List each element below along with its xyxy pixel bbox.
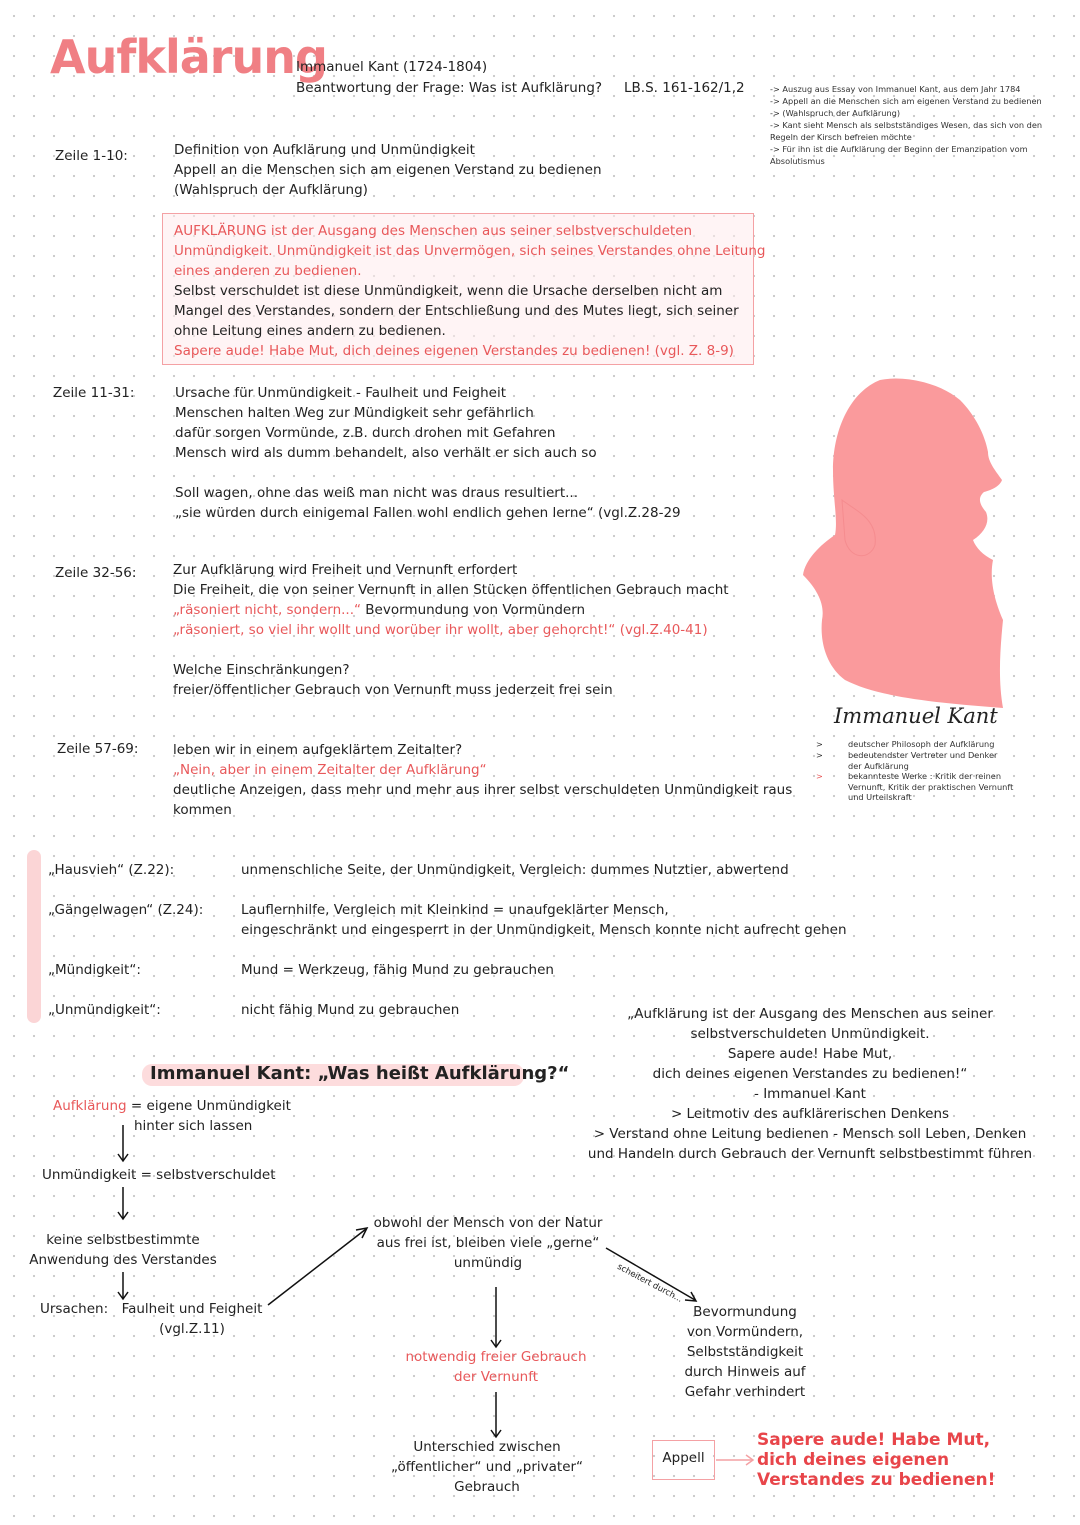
text-line: Welche Einschränkungen?	[173, 662, 350, 678]
note-line: Absolutismus	[770, 156, 825, 166]
flow-text: Bevormundung	[693, 1304, 797, 1320]
text-line: freier/öffentlicher Gebrauch von Vernunft muss jederzeit frei sein	[173, 682, 613, 698]
flow-node-ursachen	[112, 1299, 272, 1339]
flow-text: unmündig	[453, 1255, 523, 1271]
quote-line: „Aufklärung ist der Ausgang des Menschen aus seiner	[627, 1006, 993, 1022]
flow-text: (vgl.Z.11)	[159, 1321, 225, 1337]
kant-silhouette	[803, 379, 1003, 708]
glossary-term: „Unmündigkeit“:	[48, 1002, 161, 1018]
definition-line: Mangel des Verstandes, sondern der Entschließung und des Mutes liegt, sich seiner	[174, 303, 739, 319]
text-line: Menschen halten Weg zur Mündigkeit sehr gefährlich	[175, 405, 534, 421]
source-reference: LB.S. 161-162/1,2	[624, 80, 745, 96]
flow-text: hinter sich lassen	[134, 1118, 253, 1134]
text-line: Mensch wird als dumm behandelt, also verhält er sich auch so	[175, 445, 597, 461]
text-line: Definition von Aufklärung und Unmündigkeit	[174, 142, 475, 158]
flow-text: durch Hinweis auf	[684, 1364, 806, 1380]
flow-text: keine selbstbestimmte	[46, 1232, 200, 1248]
flow-node-keine-selbstbestimmte	[28, 1230, 218, 1270]
note-line: -> Appell an die Menschen sich am eigenen Verstand zu bedienen	[770, 96, 1042, 106]
definition-line: Selbst verschuldet ist diese Unmündigkeit, wenn die Ursache derselben nicht am	[174, 283, 723, 299]
page-title: Aufklärung	[50, 30, 327, 84]
flow-text: Unterschied zwischen	[413, 1439, 561, 1455]
kant-quote-block	[580, 1004, 1040, 1164]
flow-text: Gebrauch	[454, 1479, 520, 1495]
flow-text: Anwendung des Verstandes	[29, 1252, 217, 1268]
fact-text: und Urteilskraft	[848, 792, 912, 802]
sapere-line: Sapere aude! Habe Mut,	[757, 1430, 991, 1450]
text-line: Appell an die Menschen sich am eigenen Verstand zu bedienen	[174, 162, 602, 178]
quote-note: und Handeln durch Gebrauch der Vernunft selbstbestimmt führen	[587, 1146, 1033, 1162]
text-inline: Bevormundung von Vormündern	[361, 602, 586, 618]
section-label-zeile-11-31: Zeile 11-31:	[53, 385, 135, 401]
quote-red-line: „Nein, aber in einem Zeitalter der Aufklärung“	[173, 762, 487, 778]
note-line: -> (Wahlspruch der Aufklärung)	[770, 108, 901, 118]
definition-red-line: AUFKLÄRUNG ist der Ausgang des Menschen aus seiner selbstverschuldeten	[174, 223, 693, 239]
flow-node-natur	[358, 1213, 618, 1273]
portrait-facts	[816, 738, 1013, 803]
text-line: dafür sorgen Vormünde, z.B. durch drohen mit Gefahren	[175, 425, 556, 441]
text-line: Ursache für Unmündigkeit - Faulheit und Feigheit	[175, 385, 507, 401]
note-line: -> Für ihn ist die Aufklärung der Beginn der Emanzipation vom	[770, 144, 1028, 154]
fact-text: deutscher Philosoph der Aufklärung	[848, 739, 995, 749]
fact-text: der Aufklärung	[848, 760, 909, 771]
definition-red-line: eines anderen zu bedienen.	[174, 263, 362, 279]
quote-note: > Verstand ohne Leitung bedienen - Mensch soll Leben, Denken	[593, 1126, 1027, 1142]
glossary-desc: unmenschliche Seite, der Unmündigkeit, Vergleich: dummes Nutztier, abwertend	[241, 862, 789, 878]
quote-red: „räsoniert nicht, sondern...“	[173, 602, 361, 618]
text-line: Die Freiheit, die von seiner Vernunft in allen Stücken öffentlichen Gebrauch macht	[173, 582, 729, 598]
definition-red-line: Unmündigkeit. Unmündigkeit ist das Unvermögen, sich seines Verstandes ohne Leitung	[174, 243, 766, 259]
flow-red-term: Aufklärung	[53, 1098, 127, 1114]
quote-author: - Immanuel Kant	[754, 1086, 866, 1102]
appell-arrow	[716, 1455, 753, 1465]
author-line: Immanuel Kant (1724-1804)	[296, 59, 488, 75]
flow-node-unmuendigkeit: Unmündigkeit = selbstverschuldet	[42, 1167, 276, 1183]
glossary-desc: nicht fähig Mund zu gebrauchen	[241, 1002, 460, 1018]
flow-node-bevormundung	[665, 1302, 825, 1402]
quote-line: selbstverschuldeten Unmündigkeit.	[690, 1026, 930, 1042]
text-line: Soll wagen, ohne das weiß man nicht was draus resultiert...	[175, 485, 578, 501]
quote-line: Sapere aude! Habe Mut,	[727, 1046, 893, 1062]
flow-text: Selbstständigkeit	[686, 1344, 804, 1360]
text-line: (Wahlspruch der Aufklärung)	[174, 182, 368, 198]
text-line: deutliche Anzeigen, dass mehr und mehr aus ihrer selbst verschuldeten Unmündigkeit raus	[173, 782, 793, 798]
flow-label-scheitert: scheitert durch...	[615, 1262, 684, 1305]
appell-label: Appell	[662, 1450, 705, 1466]
note-line: Regeln der Kirsch befreien möchte	[770, 132, 912, 142]
glossary-term: „Hausvieh“ (Z.22):	[48, 862, 175, 878]
quote-red-line: „räsoniert, so viel ihr wollt und worüber ihr wollt, aber gehorcht!“ (vgl.Z.40-41)	[173, 622, 708, 638]
flow-text: „öffentlicher“ und „privater“	[390, 1459, 584, 1475]
portrait-name: Immanuel Kant	[834, 704, 998, 728]
glossary-term: „Mündigkeit“:	[48, 962, 141, 978]
glossary-term: „Gängelwagen“ (Z.24):	[48, 902, 204, 918]
bullet: >	[816, 750, 823, 760]
bullet: >	[816, 771, 823, 781]
quote-line: dich deines eigenen Verstandes zu bedienen!“	[652, 1066, 968, 1082]
bullet: >	[816, 739, 823, 749]
text-line: Zur Aufklärung wird Freiheit und Vernunft erfordert	[173, 562, 518, 578]
quote-note: > Leitmotiv des aufklärerischen Denkens	[670, 1106, 950, 1122]
glossary-marker-bar	[27, 850, 41, 1023]
flow-text: aus frei ist, bleiben viele „gerne“	[376, 1235, 600, 1251]
flow-text: von Vormündern,	[686, 1324, 804, 1340]
section-label-zeile-1-10: Zeile 1-10:	[55, 148, 128, 164]
section-label-zeile-57-69: Zeile 57-69:	[57, 741, 139, 757]
definition-line: ohne Leitung eines andern zu bedienen.	[174, 323, 446, 339]
sapere-line: Verstandes zu bedienen!	[757, 1470, 996, 1490]
fact-text: Vernunft, Kritik der praktischen Vernunft	[848, 781, 1014, 792]
flow-node-aufklaerung	[53, 1096, 291, 1116]
flow-text: der Vernunft	[454, 1369, 538, 1385]
flow-label-ursachen: Ursachen:	[40, 1301, 109, 1317]
glossary-desc: Lauflernhilfe, Vergleich mit Kleinkind = unaufgeklärter Mensch,	[241, 902, 669, 918]
glossary-desc: eingeschränkt und eingesperrt in der Unmündigkeit, Mensch konnte nicht aufrecht gehen	[241, 922, 847, 938]
fact-text: bedeutendster Vertreter und Denker	[848, 750, 998, 760]
text-line: kommen	[173, 802, 232, 818]
flow-text: = eigene Unmündigkeit	[126, 1098, 291, 1114]
note-line: -> Auszug aus Essay von Immanuel Kant, aus dem Jahr 1784	[770, 84, 1021, 94]
fact-text: bekannteste Werke : Kritik der reinen	[848, 771, 1002, 781]
note-line: -> Kant sieht Mensch als selbstständiges Wesen, das sich von den	[770, 120, 1043, 130]
flowchart-heading: Immanuel Kant: „Was heißt Aufklärung?“	[150, 1063, 570, 1084]
flow-node-unterschied	[372, 1437, 602, 1497]
text-line: leben wir in einem aufgeklärtem Zeitalter?	[173, 742, 463, 758]
flow-text: notwendig freier Gebrauch	[405, 1349, 587, 1365]
flow-node-freier-gebrauch	[386, 1347, 606, 1387]
flow-text: Gefahr verhindert	[684, 1384, 806, 1400]
flow-text: obwohl der Mensch von der Natur	[373, 1215, 603, 1231]
flow-text: Faulheit und Feigheit	[121, 1301, 263, 1317]
section-label-zeile-32-56: Zeile 32-56:	[55, 565, 137, 581]
sapere-line: dich deines eigenen	[757, 1450, 950, 1470]
sapere-aude-line: Sapere aude! Habe Mut, dich deines eigenen Verstandes zu bedienen! (vgl. Z. 8-9)	[174, 343, 734, 359]
quote-line: „sie würden durch einigemal Fallen wohl endlich gehen lerne“ (vgl.Z.28-29	[175, 505, 681, 521]
work-title-line: Beantwortung der Frage: Was ist Aufklärung?	[296, 80, 603, 96]
glossary-desc: Mund = Werkzeug, fähig Mund zu gebrauchen	[241, 962, 554, 978]
sapere-aude-callout	[757, 1430, 995, 1490]
